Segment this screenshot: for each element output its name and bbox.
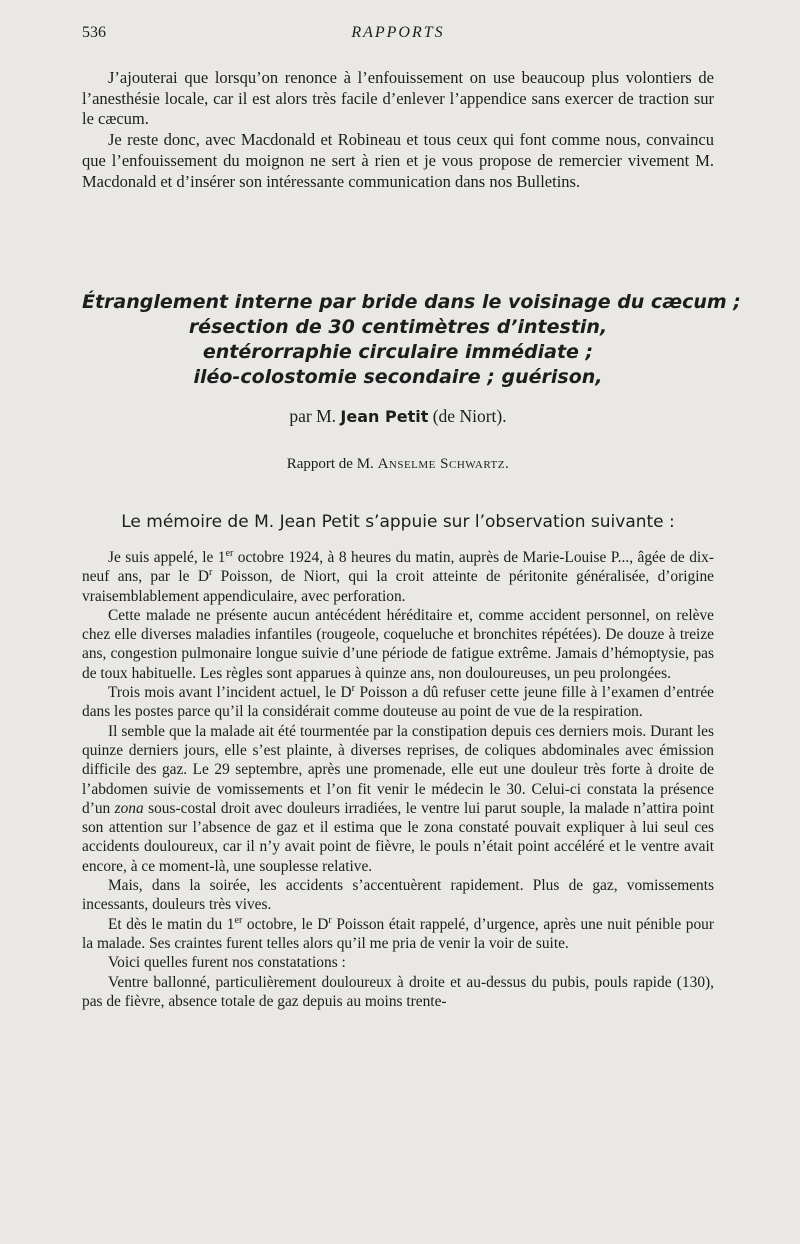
paragraph: Il semble que la malade ait été tourmentée par la constipation depuis ces derniers mois. Durant les quinze derniers jours, elle s’est plainte, à diverses reprises, de coliques abdominales avec émission difficile des gaz. Le 29 septembre, après une promenade, elle eut une douleur très forte à droite de l’abdomen suivie de vomissements et l’on fit venir le médecin le 30. Celui-ci constata la présence d’un zona sous-costal droit avec douleurs irradiées, le ventre lui parut souple, la malade n’attira point son attention sur l’absence de gaz et il estima que le zona constaté pouvait expliquer à lui seul ces accidents douloureux, car il n’y avait point de fièvre, le pouls n’était point accéléré et le ventre avait encore, à ce moment-là, une souplesse relative. xyxy=(82,722,714,875)
article-title xyxy=(82,290,741,390)
paragraph: Et dès le matin du 1er octobre, le $D^r$ Poisson était rappelé, d’urgence, après une nuit pénible pour la malade. Ses craintes furent telles alors qu’il me pria de venir la voir de suite. xyxy=(82,914,714,952)
paragraph: Mais, dans la soirée, les accidents s’accentuèrent rapidement. Plus de gaz, vomissements incessants, douleurs très vives. xyxy=(82,877,714,914)
reporter-name: Anselme Schwartz. xyxy=(377,456,510,472)
paragraph: Je reste donc, avec Macdonald et Robineau et tous ceux qui font comme nous, convaincu que l’enfouissement du moignon ne sert à rien et je vous propose de remercier vivement M. Macdonald et d’insérer son intéressante communication dans nos Bulletins. xyxy=(82,130,714,191)
paragraph: Trois mois avant l’incident actuel, le $D^r$ Poisson a dû refuser cette jeune fille à l’examen d’entrée dans les postes parce qu’il la considérait comme douteuse au point de vue de la respiration. xyxy=(82,682,714,721)
title-line: iléo-colostomie secondaire ; guérison, xyxy=(193,366,603,388)
paragraph: J’ajouterai que lorsqu’on renonce à l’enfouissement on use beaucoup plus volontiers de l’anesthésie locale, car il est alors très facile d’enlever l’appendice sans exercer de traction sur le cæcum. xyxy=(82,68,714,129)
paragraph: Cette malade ne présente aucun antécédent héréditaire et, comme accident personnel, on relève chez elle diverses maladies infantiles (rougeole, coqueluche et bronchites répétées). De douze à treize ans, congestion pulmonaire longue suivie d’une période de fatigue extrême. Jamais d’hémoptysie, pas de toux habituelle. Les règles sont apparues à quinze ans, non douloureuses, un peu prolongées. xyxy=(82,606,714,682)
report-prefix: Rapport de M. xyxy=(286,456,374,472)
report-attribution xyxy=(82,456,714,473)
case-observation xyxy=(82,548,714,1011)
title-line: entérorraphie circulaire immédiate ; xyxy=(202,341,594,363)
author-location: (de Niort). xyxy=(432,406,507,426)
title-line: Étranglement interne par bride dans le voisinage du cæcum ; xyxy=(82,291,741,313)
title-line: résection de 30 centimètres d’intestin, xyxy=(188,316,608,338)
previous-report-conclusion xyxy=(82,68,714,192)
byline-prefix: par M. xyxy=(289,406,337,426)
author-name: Jean Petit xyxy=(340,407,429,426)
byline xyxy=(82,406,714,427)
memoir-intro: Le mémoire de M. Jean Petit s’appuie sur l’observation suivante : xyxy=(121,512,675,532)
running-title: RAPPORTS xyxy=(351,24,445,41)
paragraph: Je suis appelé, le 1er octobre 1924, à 8 heures du matin, auprès de Marie-Louise P..., âgée de dix-neuf ans, par le $D^r$ Poisson, de Niort, qui la croit atteinte de péritonite généralisée, d’origine vraisemblablement appendiculaire, avec perforation. xyxy=(82,547,714,605)
running-header xyxy=(82,24,714,50)
paragraph: Ventre ballonné, particulièrement douloureux à droite et au-dessus du pubis, pouls rapide (130), pas de fièvre, absence totale de gaz depuis au moins trente- xyxy=(82,973,714,1010)
page-number: 536 xyxy=(82,24,106,41)
paragraph: Voici quelles furent nos constatations : xyxy=(108,954,346,972)
